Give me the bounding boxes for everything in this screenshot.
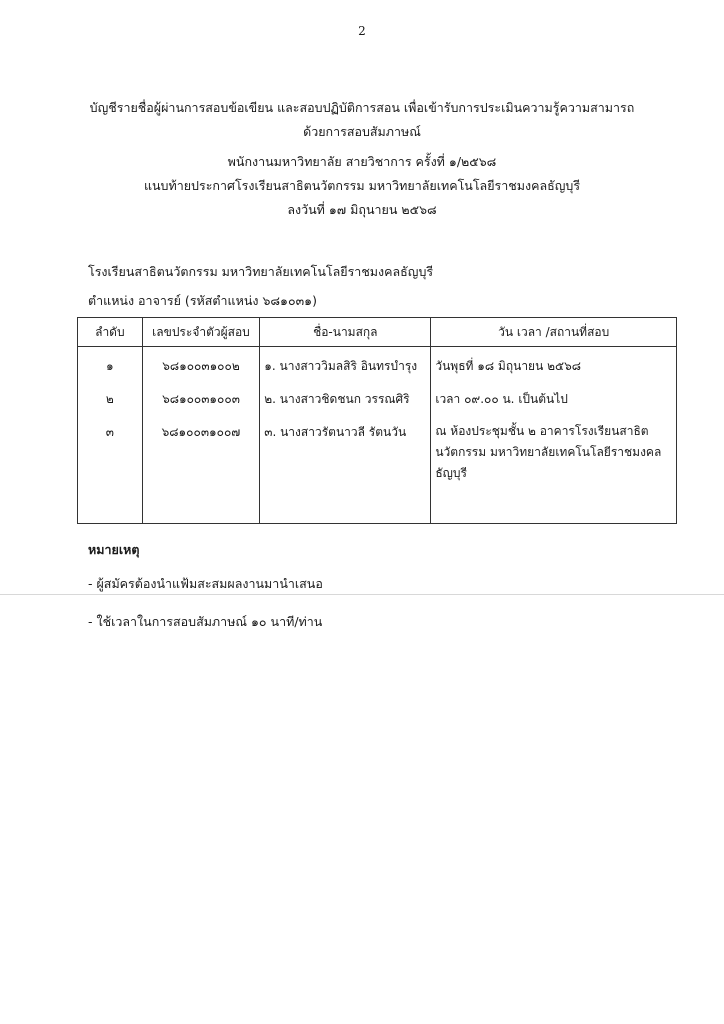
document-heading <box>60 96 664 222</box>
header-exam-id: เลขประจำตัวผู้สอบ <box>142 318 260 347</box>
header-full-name: ชื่อ-นามสกุล <box>260 318 431 347</box>
exam-id-column <box>142 347 260 524</box>
venue-line-1: ณ ห้องประชุมชั้น ๒ อาคารโรงเรียนสาธิต <box>435 424 649 438</box>
organization-name: โรงเรียนสาธิตนวัตกรรม มหาวิทยาลัยเทคโนโลยีราชมงคลธัญบุรี <box>88 264 434 279</box>
candidate-name: ๒. นางสาวชิดชนก วรรณศิริ <box>264 392 410 406</box>
header-number: ลำดับ <box>78 318 143 347</box>
exam-id: ๖๘๑๐๐๓๑๐๐๗ <box>161 425 241 439</box>
row-number: ๒ <box>105 392 114 406</box>
exam-date: วันพุธที่ ๑๘ มิถุนายน ๒๕๖๘ <box>435 359 581 373</box>
table-header-row <box>78 318 677 347</box>
page-number: 2 <box>358 24 366 38</box>
heading-line-4: แนบท้ายประกาศโรงเรียนสาธิตนวัตกรรม มหาวิทยาลัยเทคโนโลยีราชมงคลธัญบุรี <box>143 178 581 193</box>
heading-line-5: ลงวันที่ ๑๗ มิถุนายน ๒๕๖๘ <box>287 202 437 217</box>
venue-line-3: ธัญบุรี <box>435 466 467 480</box>
note-item: - ผู้สมัครต้องนำแฟ้มสะสมผลงานมานำเสนอ <box>88 576 323 591</box>
candidate-name: ๑. นางสาววิมลสิริ อินทรบำรุง <box>264 359 418 373</box>
candidate-table <box>77 317 677 524</box>
schedule-column <box>431 347 677 524</box>
exam-time: เวลา ๐๙.๐๐ น. เป็นต้นไป <box>435 392 568 406</box>
notes-section <box>88 540 323 650</box>
row-number: ๑ <box>106 359 114 373</box>
notes-title: หมายเหตุ <box>88 542 140 557</box>
candidate-name: ๓. นางสาวรัตนาวลี รัตนวัน <box>264 425 407 439</box>
venue-line-2: นวัตกรรม มหาวิทยาลัยเทคโนโลยีราชมงคล <box>435 445 662 459</box>
note-item: - ใช้เวลาในการสอบสัมภาษณ์ ๑๐ นาที/ท่าน <box>88 614 323 629</box>
heading-line-3: พนักงานมหาวิทยาลัย สายวิชาการ ครั้งที่ ๑/๒๕๖๘ <box>227 154 497 169</box>
heading-line-1: บัญชีรายชื่อผู้ผ่านการสอบข้อเขียน และสอบปฏิบัติการสอน เพื่อเข้ารับการประเมินความรู้ความสามารถ <box>89 100 635 115</box>
table-row <box>78 347 677 524</box>
exam-id: ๖๘๑๐๐๓๑๐๐๒ <box>162 359 240 373</box>
row-number: ๓ <box>105 425 114 439</box>
name-column <box>260 347 431 524</box>
heading-line-2: ด้วยการสอบสัมภาษณ์ <box>303 124 421 139</box>
number-column <box>78 347 143 524</box>
exam-id: ๖๘๑๐๐๓๑๐๐๓ <box>162 392 240 406</box>
header-schedule: วัน เวลา /สถานที่สอบ <box>431 318 677 347</box>
position-title: ตำแหน่ง อาจารย์ (รหัสตำแหน่ง ๖๘๑๐๓๑) <box>88 293 317 308</box>
scan-divider-line <box>0 594 724 595</box>
exam-venue <box>435 421 672 484</box>
